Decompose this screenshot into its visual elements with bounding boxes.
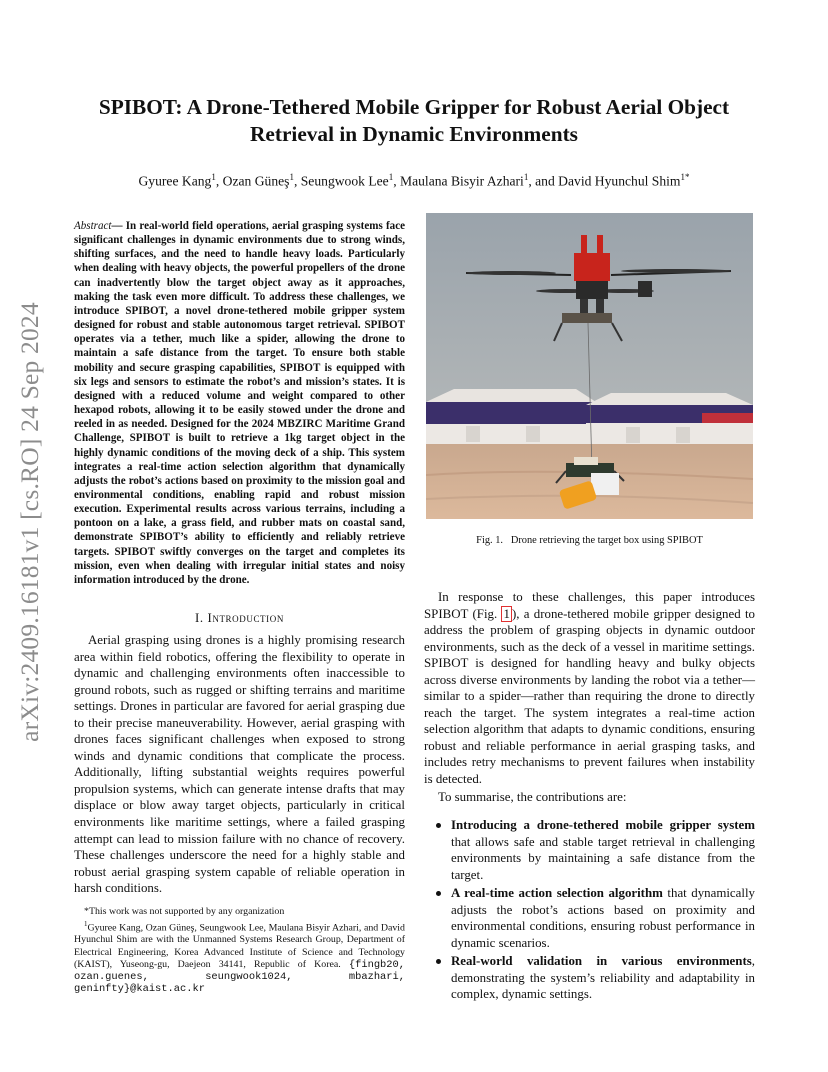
author-name: David Hyunchul Shim [558, 173, 681, 189]
arxiv-identifier-stamp [0, 0, 63, 1072]
affiliation-text: Gyuree Kang, Ozan Güneş, Seungwook Lee, Maulana Bisyir Azhari, and David Hyunchul Shim are with the Unmanned Systems Research Group, Department of Electrical Engineering, Korea Advanced Institute of Science and Technology (KAIST), Yuseong-gu, Daejeon 34141, Republic of Korea. [74, 922, 405, 970]
author-affiliation-mark: 1 [289, 172, 294, 182]
author-affiliation-mark: 1 [523, 172, 529, 182]
motivation-text-part1: In response to these challenges, this paper introduces SPIBOT (Fig. [424, 590, 755, 621]
drone-photo-illustration [426, 213, 753, 519]
author-affiliation-mark: 1* [680, 172, 690, 182]
figure-reference-link[interactable]: 1 [503, 606, 510, 621]
abstract-text: — In real-world field operations, aerial grasping systems face significant challenges in dynamic environments due to strong winds, shifting surfaces, and the need to handle heavy loads. Particularly when dealing with heavy objects, the powerful propellers of the drone can inadvertently blow the target object away as it approaches, making the task even more difficult. To address these challenges, we introduce SPIBOT, a novel drone-tethered mobile gripper system designed for robust and stable autonomous target retrieval. SPIBOT operates via a tether, much like a spider, allowing the drone to maintain a safe distance from the target. To ensure both stable mobility and secure grasping capabilities, SPIBOT is equipped with six legs and sensors to estimate the robot’s and mission’s states. It is designed with a reduced volume and weight compared to other hexapod robots, allowing it to be easily stowed under the drone and reeled in as needed. Designed for the 2024 MBZIRC Maritime Grand Challenge, SPIBOT is built to retrieve a 1kg target object in the highly dynamic conditions of the moving deck of a ship. This system integrates a real-time action selection algorithm that dynamically adjusts the robot’s actions based on proximity to the mission goal and environmental conditions, enabling rapid and robust mission execution. Experimental results across various terrains, including a pontoon on a lake, a grass field, and rubber mats on coastal sand, demonstrate SPIBOT’s ability to efficiently and reliably retrieve targets. SPIBOT swiftly converges on the target and completes its mission, even when dealing with irregular initial states and noisy information introduced by the drone. [74, 220, 405, 586]
contribution-item [424, 885, 755, 951]
affiliation-footnote [74, 918, 405, 995]
abstract-label: Abstract [74, 220, 112, 232]
arxiv-identifier: arXiv:2409.16181v1 [cs.RO] 24 Sep 2024 [15, 302, 44, 742]
author-separator: , [215, 173, 223, 189]
contribution-text: that allows safe and stable target retrieval in challenging environments by maintaining a safe distance from the target. [451, 834, 755, 882]
contribution-title: Real-world validation in various environments [451, 954, 752, 969]
author-separator: , [293, 173, 301, 189]
author-name: Maulana Bisyir Azhari [400, 173, 524, 189]
author-separator: , and [528, 173, 559, 189]
author-affiliation-mark: 1 [211, 172, 216, 182]
contributions-intro: To summarise, the contributions are: [438, 790, 627, 804]
author-name: Seungwook Lee [300, 173, 389, 189]
author-name: Gyuree Kang [138, 173, 212, 189]
abstract [74, 219, 405, 587]
author-name: Ozan Güneş [222, 173, 290, 189]
footnote-mark: 1 [84, 920, 88, 929]
footnotes [74, 906, 405, 995]
author-affiliation-mark: 1 [388, 172, 394, 182]
author-emails: {fingb20, ozan.guenes, seungwook1024, mbazhari, geninfty}@kaist.ac.kr [74, 958, 405, 995]
contribution-text: that dynamically adjusts the robot’s actions based on proximity and environmental conditions, ensuring robust performance in dynamic scenarios. [451, 886, 755, 950]
right-column-body [424, 589, 755, 788]
figure-1-photo [426, 213, 753, 519]
contribution-text: , demonstrating the system’s reliability and adaptability in complex, dynamic settings. [451, 954, 755, 1002]
author-separator: , [393, 173, 401, 189]
motivation-text-part2: ), a drone-tethered mobile gripper designed to address the problem of grasping objects in dynamic outdoor environments, such as the deck of a vessel in maritime settings. SPIBOT is designed for handling heavy and bulky objects across diverse environments by landing the robot via a tether—similar to a spider—rather than requiring the drone to directly reach the target. The system integrates a real-time action selection algorithm that adapts to dynamic conditions, ensuring robust and reliable performance in aerial grasping tasks, and includes retry mechanisms to prevent failures when instability is detected. [424, 606, 755, 787]
section-heading-text: I. Introduction [195, 611, 284, 625]
funding-footnote: *This work was not supported by any organization [84, 906, 285, 917]
contribution-title: Introducing a drone-tethered mobile gripper system [451, 818, 755, 832]
figure-1-caption: Fig. 1. Drone retrieving the target box using SPIBOT [476, 535, 703, 546]
motivation-paragraph [424, 589, 755, 788]
paper-title: SPIBOT: A Drone-Tethered Mobile Gripper for Robust Aerial Object Retrieval in Dynamic Environments [98, 95, 730, 146]
section-heading-introduction [74, 611, 405, 626]
contribution-item [424, 953, 755, 1003]
introduction-body [74, 632, 405, 897]
author-list [60, 172, 768, 190]
contribution-item [424, 817, 755, 883]
contribution-title: A real-time action selection algorithm [451, 886, 663, 901]
introduction-paragraph: Aerial grasping using drones is a highly promising research area within field robotics, offering the flexibility to operate in dynamic and challenging environments often inaccessible to ground robots, such as rugged or shifting terrains and maritime settings. Drones in particular are favored for aerial grasping due to their precise maneuverability. However, aerial grasping with drones faces significant challenges when exposed to strong winds and dynamic conditions that complicate the process. Additionally, lifting substantial weights requires powerful propulsion systems, which can generate intense drafts that may displace or blow away target objects, particularly in critical environments like maritime settings, where a failed grasping attempt can lead to mission failure with no chance of recovery. These challenges underscore the need for a highly stable and robust aerial grasping system capable of reliable operation in harsh conditions. [74, 633, 405, 896]
contributions-list [424, 817, 755, 1005]
